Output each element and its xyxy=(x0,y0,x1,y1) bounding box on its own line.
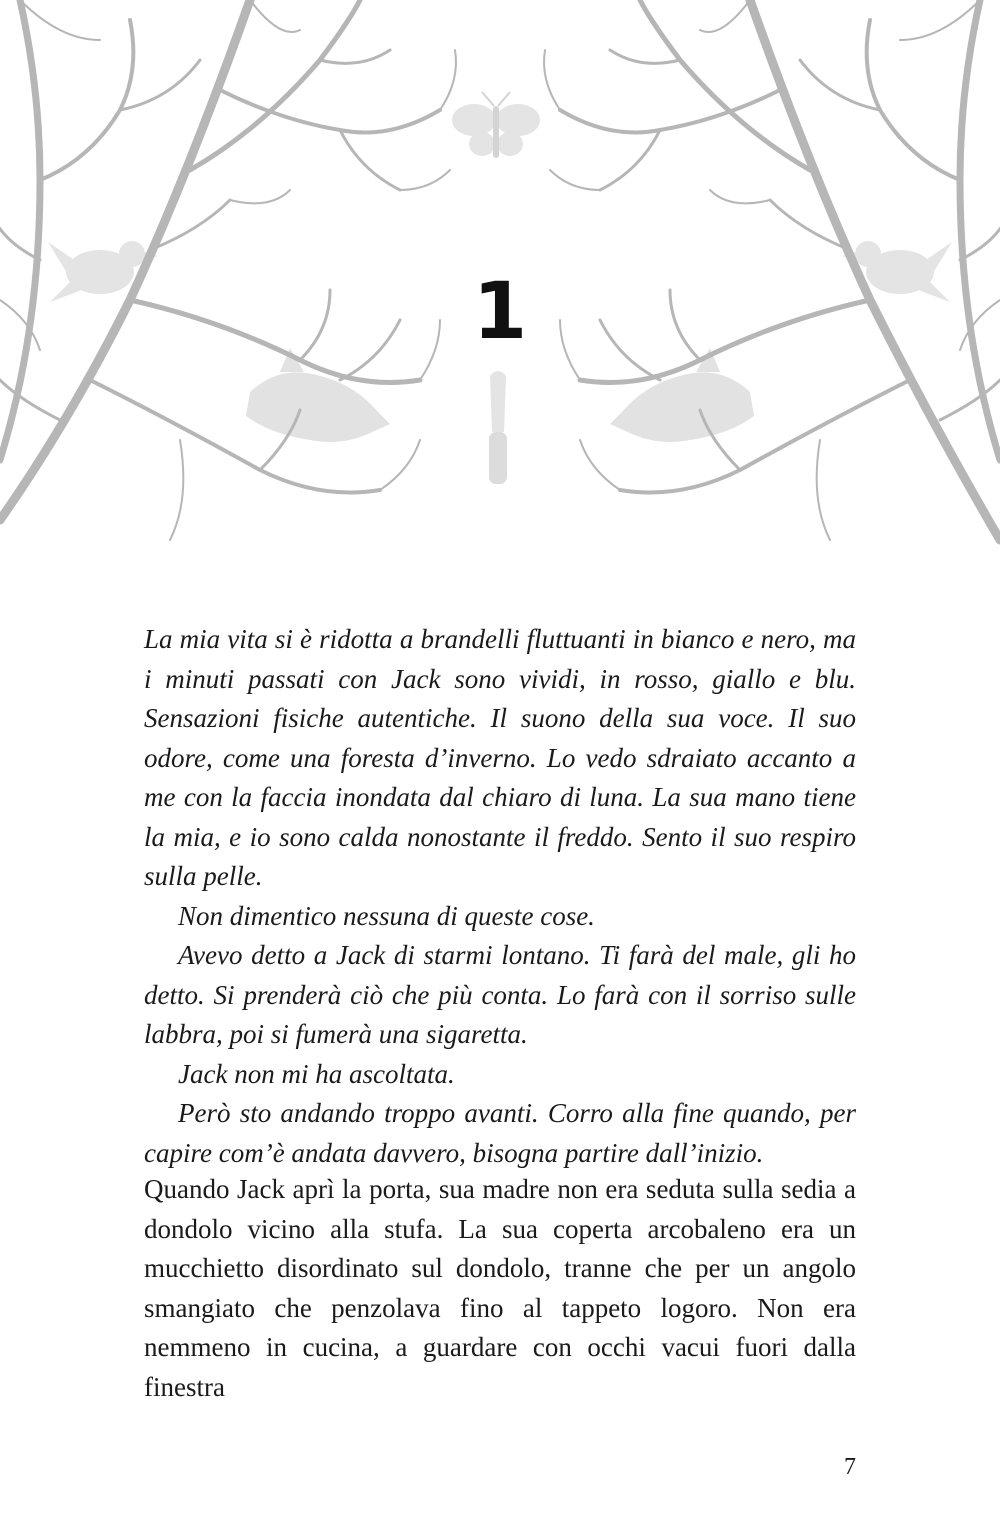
prologue-paragraph: Jack non mi ha ascoltata. xyxy=(178,1058,455,1089)
prologue-text xyxy=(144,620,856,1173)
prologue-paragraph: Però sto andando troppo avanti. Corro alla fine quando, per capire com’è andata davvero, bisogna partire dall’inizio. xyxy=(144,1098,856,1168)
prologue-paragraph: Non dimentico nessuna di queste cose. xyxy=(178,900,595,931)
moth-icon xyxy=(452,92,540,158)
page-number: 7 xyxy=(844,1454,856,1480)
prologue-paragraph: La mia vita si è ridotta a brandelli fluttuanti in bianco e nero, ma i minuti passati con Jack sono vividi, in rosso, giallo e blu. Sensazioni fisiche autentiche. Il suono della sua voce. Il suo odore, come una foresta d’inverno. Lo vedo sdraiato accanto a me con la faccia inondata dal chiaro di luna. La sua mano tiene la mia, e io sono calda nonostante il freddo. Sento il suo respiro sulla pelle. xyxy=(144,624,856,891)
body-text xyxy=(144,1170,856,1407)
knife-icon xyxy=(489,371,507,484)
chapter-number: 1 xyxy=(472,267,528,357)
prologue-paragraph: Avevo detto a Jack di starmi lontano. Ti farà del male, gli ho detto. Si prenderà ciò che più conta. Lo farà con il sorriso sulle labbra, poi si fumerà una sigaretta. xyxy=(144,940,856,1049)
body-paragraph: Quando Jack aprì la porta, sua madre non era seduta sulla sedia a dondolo vicino alla stufa. La sua coperta arcobaleno era un mucchietto disordinato sul dondolo, tranne che per un angolo smangiato che penzolava fino al tappeto logoro. Non era nemmeno in cucina, a guardare con occhi vacui fuori dalla finestra xyxy=(144,1174,856,1402)
